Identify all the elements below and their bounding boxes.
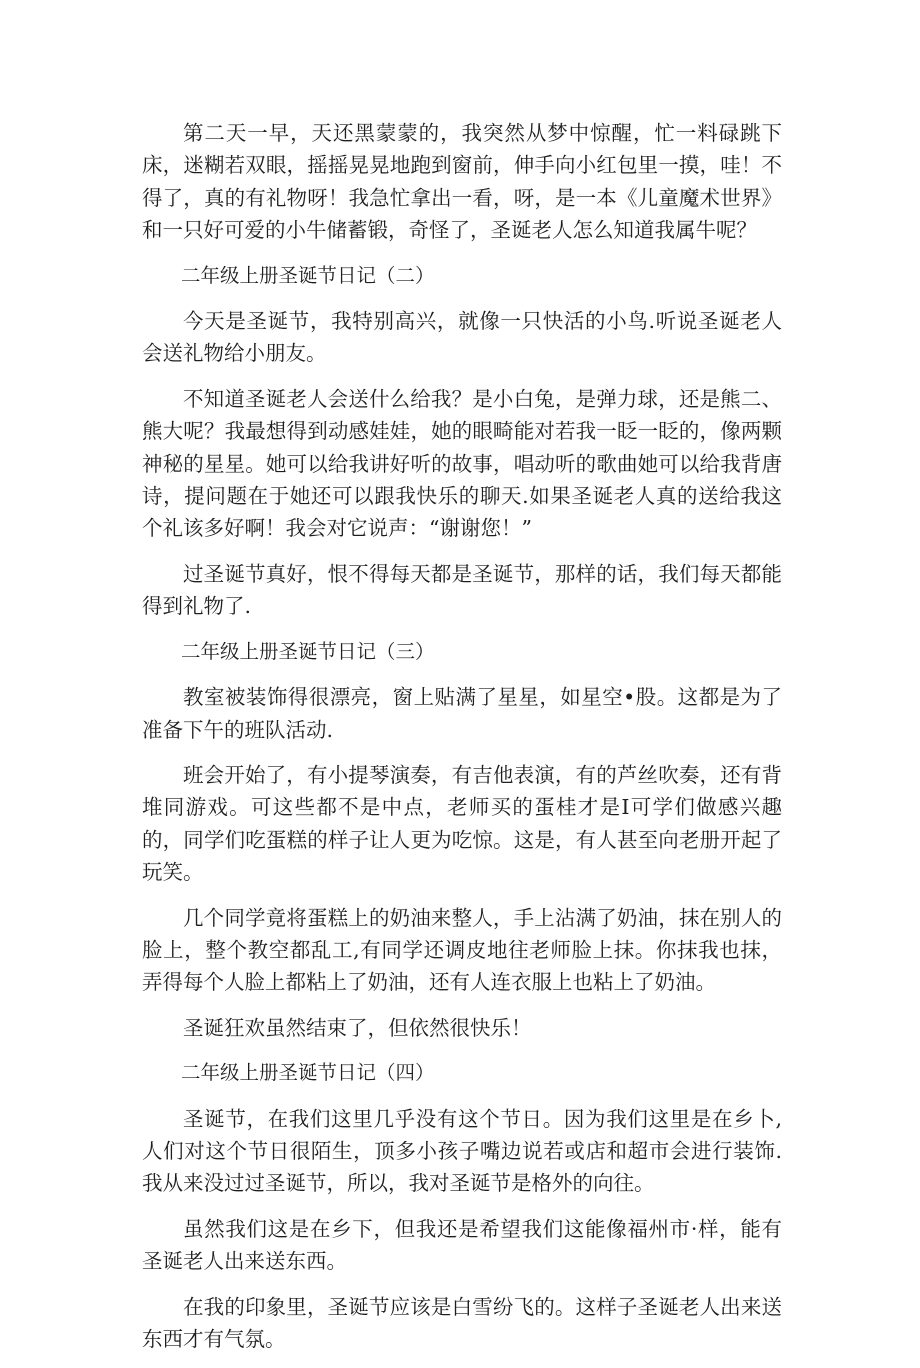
paragraph-4: 过圣诞节真好，恨不得每天都是圣诞节，那样的话，我们每天都能得到礼物了. xyxy=(142,561,782,619)
paragraph-5: 教室被装饰得很漂亮，窗上贴满了星星，如星空•股。这都是为了准备下午的班队活动. xyxy=(142,685,782,742)
paragraph-6: 班会开始了，有小提琴演奏，有吉他表演，有的芦丝吹奏，还有背堆同游戏。可这些都不是中点，老师买的蛋桂才是I可学们做感兴趣的，同学们吃蛋糕的样子让人更为吃惊。这是，有人甚至向老册开起了玩笑。 xyxy=(142,762,782,885)
section-heading-4: 二年级上册圣诞节日记（四） xyxy=(181,1061,435,1085)
paragraph-7: 几个同学竟将蛋糕上的奶油来整人，手上沾满了奶油，抹在别人的脸上，整个教空都乱工,有同学还调皮地往老师脸上抹。你抹我也抹，弄得每个人脸上都粘上了奶油，还有人连衣服上也粘上了奶油。 xyxy=(142,905,782,995)
paragraph-1: 第二天一早，天还黑蒙蒙的，我突然从梦中惊醒，忙一料碌跳下床，迷糊若双眼，摇摇晃晃地跑到窗前，伸手向小红包里一摸，哇！不得了，真的有礼物呀！我急忙拿出一看，呀，是一本《儿童魔术世界》和一只好可爱的小牛储蓄锻，奇怪了，圣诞老人怎么知道我属牛呢？ xyxy=(142,121,782,243)
paragraph-3: 不知道圣诞老人会送什么给我？是小白兔，是弹力球，还是熊二、熊大呢？我最想得到动感娃娃，她的眼畸能对若我一眨一眨的，像两颗神秘的星星。她可以给我讲好听的故事，唱动听的歌曲她可以给我背唐诗，提问题在于她还可以跟我快乐的聊天.如果圣诞老人真的送给我这个礼该多好啊！我会对它说声：“谢谢您！” xyxy=(142,386,782,541)
paragraph-2: 今天是圣诞节，我特别高兴，就像一只快活的小鸟.听说圣诞老人会送礼物给小朋友。 xyxy=(142,309,782,366)
section-heading-2: 二年级上册圣诞节日记（二） xyxy=(181,263,435,287)
section-heading-3: 二年级上册圣诞节日记（三） xyxy=(181,639,435,663)
paragraph-10: 虽然我们这是在乡下，但我还是希望我们这能像福州市·样，能有圣诞老人出来送东西。 xyxy=(142,1216,782,1274)
document-body xyxy=(142,117,782,1368)
paragraph-8: 圣诞狂欢虽然结束了，但依然很快乐！ xyxy=(183,1015,532,1040)
paragraph-9: 圣诞节，在我们这里几乎没有这个节日。因为我们这里是在乡卜,人们对这个节日很陌生，顶多小孩子嘴边说若或店和超市会进行装饰.我从来没过过圣诞节，所以，我对圣诞节是格外的向往。 xyxy=(142,1106,782,1196)
paragraph-11: 在我的印象里，圣诞节应该是白雪纷飞的。这样子圣诞老人出来送东西才有气氛。 xyxy=(142,1294,782,1351)
